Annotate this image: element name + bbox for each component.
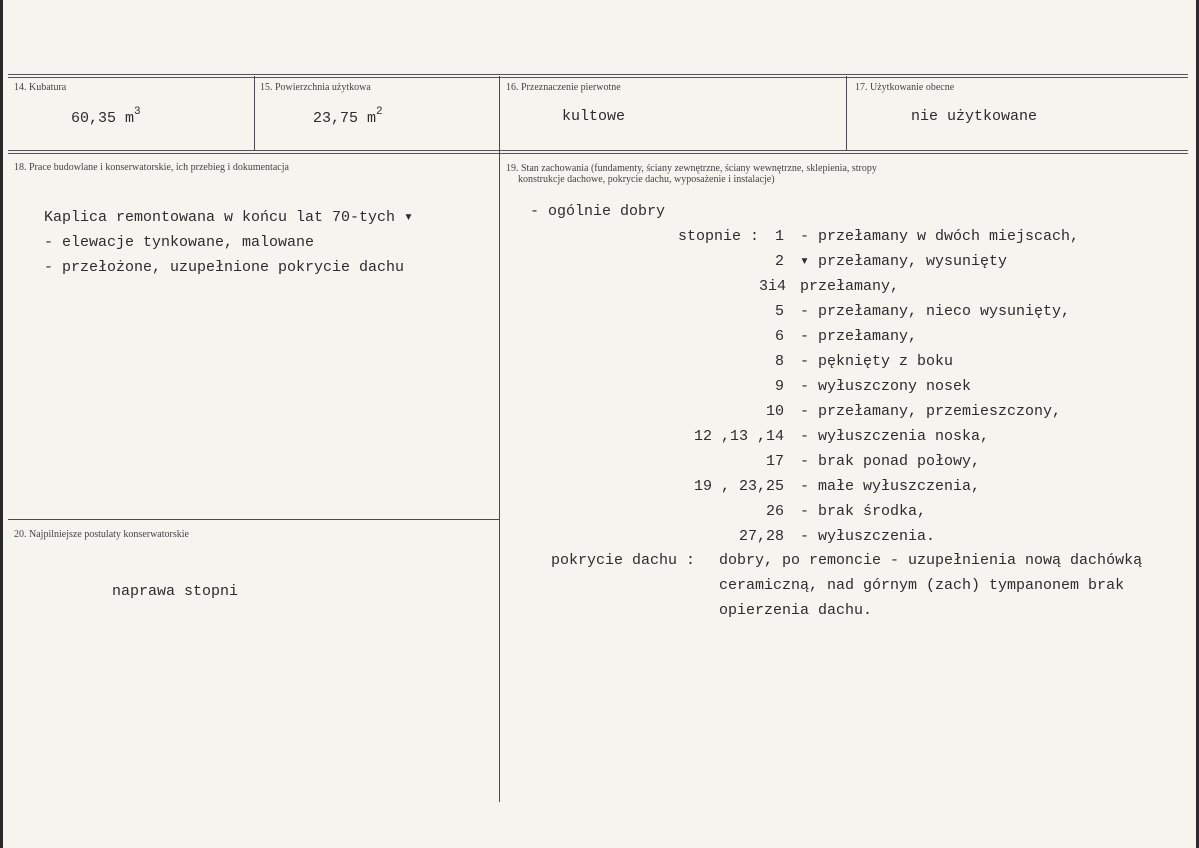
stair-desc: - przełamany, przemieszczony, bbox=[800, 403, 1062, 420]
stair-number: 5 bbox=[774, 303, 784, 320]
card-left-edge bbox=[0, 0, 3, 848]
field-16-value: kultowe bbox=[562, 108, 626, 125]
field-15-value bbox=[313, 105, 383, 128]
stair-desc: - wyłuszczenia noska, bbox=[800, 428, 990, 445]
works-line-1: Kaplica remontowana w końcu lat 70-tych ▾ bbox=[44, 209, 414, 226]
stair-desc: przełamany, bbox=[800, 278, 900, 295]
roof-line-2: ceramiczną, nad górnym (zach) tympanonem brak bbox=[719, 577, 1125, 594]
stair-desc: - wyłuszczenia. bbox=[800, 528, 936, 545]
stair-number: 27,28 bbox=[738, 528, 784, 545]
area-exponent: 2 bbox=[376, 106, 383, 118]
field-16-label: 16. Przeznaczenie pierwotne bbox=[506, 82, 621, 93]
stair-number: 9 bbox=[774, 378, 784, 395]
stair-number: 8 bbox=[774, 353, 784, 370]
stair-number: 3i4 bbox=[759, 278, 787, 295]
field-19-label-line-2: konstrukcje dachowe, pokrycie dachu, wyposażenie i instalacje) bbox=[518, 174, 775, 185]
stair-desc: - brak środka, bbox=[800, 503, 927, 520]
roof-line-1: dobry, po remoncie - uzupełnienia nową dachówką bbox=[719, 552, 1143, 569]
postulates-value: naprawa stopni bbox=[112, 583, 239, 600]
stair-number: 10 bbox=[765, 403, 784, 420]
stair-desc: - przełamany, nieco wysunięty, bbox=[800, 303, 1071, 320]
stair-desc: - pęknięty z boku bbox=[800, 353, 954, 370]
stair-number: 6 bbox=[774, 328, 784, 345]
stair-number: 12 ,13 ,14 bbox=[693, 428, 784, 445]
col-divider-3 bbox=[846, 76, 847, 151]
field-15-label: 15. Powierzchnia użytkowa bbox=[260, 82, 371, 93]
section-20-divider bbox=[8, 519, 500, 520]
field-17-value: nie użytkowane bbox=[911, 108, 1038, 125]
stair-desc: - przełamany w dwóch miejscach, bbox=[800, 228, 1080, 245]
stairs-heading: stopnie : bbox=[678, 228, 760, 245]
cubature-exponent: 3 bbox=[134, 106, 141, 118]
works-line-2: - elewacje tynkowane, malowane bbox=[44, 234, 315, 251]
stair-desc: - przełamany, bbox=[800, 328, 918, 345]
stair-desc: ▾ przełamany, wysunięty bbox=[800, 253, 1008, 270]
field-20-label: 20. Najpilniejsze postulaty konserwatorskie bbox=[14, 529, 189, 540]
stair-number: 26 bbox=[765, 503, 784, 520]
stair-number: 17 bbox=[765, 453, 784, 470]
field-19-label-line-1: 19. Stan zachowania (fundamenty, ściany zewnętrzne, ściany wewnętrzne, sklepienia, stropy bbox=[506, 163, 877, 174]
field-18-label: 18. Prace budowlane i konserwatorskie, ich przebieg i dokumentacja bbox=[14, 162, 289, 173]
stair-desc: - małe wyłuszczenia, bbox=[800, 478, 981, 495]
roof-heading: pokrycie dachu : bbox=[551, 552, 696, 569]
stair-number: 2 bbox=[774, 253, 784, 270]
area-value: 23,75 m bbox=[313, 110, 377, 127]
top-rule bbox=[8, 74, 1188, 78]
field-17-label: 17. Użytkowanie obecne bbox=[855, 82, 955, 93]
cubature-value: 60,35 m bbox=[71, 110, 135, 127]
stair-number: 1 bbox=[774, 228, 784, 245]
field-14-label: 14. Kubatura bbox=[14, 82, 67, 93]
works-line-3: - przełożone, uzupełnione pokrycie dachu bbox=[44, 259, 405, 276]
condition-general: - ogólnie dobry bbox=[530, 203, 666, 220]
field-14-value bbox=[71, 105, 141, 128]
stair-desc: - wyłuszczony nosek bbox=[800, 378, 972, 395]
roof-line-3: opierzenia dachu. bbox=[719, 602, 873, 619]
col-divider-1 bbox=[254, 76, 255, 151]
stair-desc: - brak ponad połowy, bbox=[800, 453, 981, 470]
stair-number: 19 , 23,25 bbox=[693, 478, 784, 495]
col-divider-2 bbox=[499, 76, 500, 802]
row-divider bbox=[8, 150, 1188, 154]
